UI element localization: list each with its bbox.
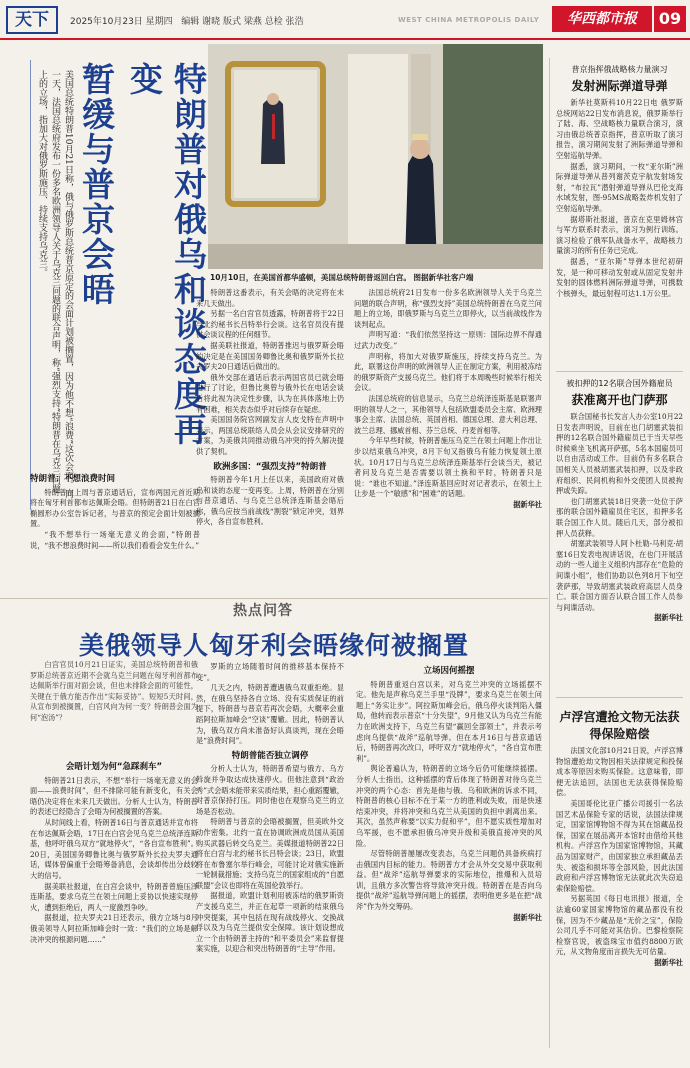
photo-caption: 10月10日，在美国首都华盛顿，美国总统特朗普返回白宫。 图据新华社客户端 (210, 273, 474, 282)
paragraph: 特朗普重返白宫以来，对乌克兰冲突的立场摇摆不定。他先是声称乌克兰手里“没牌”，要求乌克兰在领土问题上“务实让步”。阿拉斯加峰会后，俄乌停火谈判陷入僵局，他转而表示普京“十分失望”，9月他又认为乌克兰有能力在欧洲支持下，乌克兰有望“赢回全部领土”，并表示考虑向乌提供“战斧”巡航导弹。但在本月16日与普京通话后，特朗普再次改口，呼吁双方“就地停火”，“各自宣布胜利”。 (356, 679, 542, 763)
paragraph: 据报道，欧盟计划利用被冻结的俄罗斯资产支援乌克兰，并正在起草一项新的结束俄乌冲突提案，其中包括在现有战线停火、交换战俘以及为乌克兰提供安全保障。该计划设想成立一个由特朗普主持的“和平委员会”来监督提案实施，以迎合和突出特朗普的“主导”作用。 (196, 891, 344, 954)
paragraph: 罗斯的立场随着时间的推移基本保持不变”。 (196, 662, 344, 682)
paragraph: 美国国务院官网副发言人皮戈特在声明中表示，两国总统联络人员会从会议安排研究的方案，为美俄共同推动俄乌冲突的持久解决提供了契机。 (196, 415, 344, 456)
paragraph: 从时间线上看，特朗普16日与普京通话并宣布将在布达佩斯会晤，17日在白宫会见乌克兰总统泽连斯基，他呼吁俄乌双方“就地停火”，“各自宣布胜利”。20日，美国国务卿鲁比奥与俄罗斯外长拉夫罗夫通话，媒体曾偏重于会晤筹备消息，会谈却传出分歧较大的信号。 (30, 817, 198, 880)
brief-1 (556, 64, 683, 372)
qa-headline: 美俄领导人匈牙利会晤缘何被搁置 (78, 631, 469, 660)
lead-subhead-2: 欧洲多国：“强烈支持”特朗普 (213, 461, 327, 472)
brief-2-byline: 据新华社 (654, 613, 683, 623)
paragraph: 尽管特朗普屡屡改变表态，乌克兰问题仍具备疾病打击俄国内目标的能力。特朗普方才会从外交交易中获取利益。但“战斧”巡航导弹要求的实际地位，推爆和入员培训，且俄方多次警告将导致冲突升级。特朗普在是否向乌提供“战斧”巡航导弹问题上的摇摆，表明他更多是在把“战斧”作为外交筹码。 (356, 849, 542, 912)
dateline (70, 14, 304, 27)
brief-2-kicker: 被扣押的12名联合国外籍雇员 (566, 379, 673, 388)
qa-subhead-1: 会晤计划为何“急踩刹车” (65, 762, 163, 772)
paragraph: 新华社莫斯科10月22日电 俄罗斯总统网站22日发布消息说，俄罗斯举行了陆、海、空战略核力量联合演习，演习由俄总统普京指挥，普京听取了演习报告，演习期间发射了洲际弹道导弹和空射巡航导弹。 (556, 98, 683, 160)
qa-byline: 据新华社 (513, 912, 542, 922)
lead-headline (77, 62, 210, 462)
brief-1-title: 发射洲际弹道导弹 (571, 79, 668, 93)
qa-column-2 (196, 662, 344, 1048)
brief-1-kicker: 普京指挥俄战略核力量演习 (571, 65, 668, 74)
paragraph: 俄外交部在通话后表示两国官员已就会晤进行了讨论，但鲁比奥曾与俄外长在电话会谈后将此视为决定性步骤，认为在具体落地上仍有困难，相关表态似乎对后续存在疑虑。 (196, 372, 344, 414)
lead-headline-line2: 暂缓与普京会晤 (77, 62, 116, 307)
page-number: 09 (654, 6, 686, 32)
lead-headline-line1: 特朗普对俄乌和谈态度再变 (125, 62, 208, 447)
paragraph: 分析人士认为，特朗普希望与俄方、乌方斡旋并争取达成快速停火。但他注意到“政治秀”式会晤未能带来实质结果，担心重蹈覆辙，对普京保持打压。同时他也在观察乌克兰的立场是否松动。 (196, 764, 344, 816)
paragraph: 特朗普这番表示，有关会晤的决定将在未来几天做出。 (196, 288, 344, 308)
lead-photo (208, 44, 543, 269)
paragraph: 法国总统府的信息显示，乌克兰总统泽连斯基是联署声明的领导人之一，其他领导人包括欧盟委员会主席、欧洲理事会主席、法国总统、英国首相、德国总理、意大利总理、波兰总理、挪威首相、芬兰总统、丹麦首相等。 (354, 393, 542, 435)
paper-logo: 华西都市报 (552, 6, 652, 32)
qa-column-3 (356, 662, 542, 1048)
brief-2-title: 获准离开也门萨那 (571, 393, 668, 407)
staff-credits: 编辑 谢晓 版式 梁燕 总检 张浩 (181, 17, 304, 27)
paragraph: 特朗普在上周与普京通话后，宣布两国元首近期将在匈牙利首都布达佩斯会晤。但特朗普21日在白宫椭圆形办公室告诉记者，与普京的预定会面计划被搁置。 (30, 487, 200, 529)
qa-column-1 (30, 758, 198, 1048)
paragraph: 美国哥伦比亚广播公司援引一名法国艺术品保险专家的话说，法国法律规定，国家馆博物馆不得为其在馆藏品投保，国家在展品离开本馆时由借给其他机构。卢浮宫作为国家馆博物馆，其藏品为国家财产，由国家独立承担藏品丢失、被盗和损坏等全部风险，因此法国政府和卢浮宫博物馆无法就此次失窃追索保险赔偿。 (556, 798, 683, 893)
qa-kicker: 热点问答 (233, 603, 293, 619)
lead-column-2 (196, 288, 344, 588)
qa-subhead-2: 特朗普能否独立调停 (231, 750, 309, 761)
paragraph: 特朗普21日表示，不想“举行一场毫无意义的会面——浪费时间”，但不排除可能有新变化，有关会晤仍决定将在未来几天做出。分析人士认为，特朗普的表述已经隐含了会晤为何被搁置的答案。 (30, 775, 198, 817)
paragraph: 据塔斯社报道，普京在克里姆林宫与军方联系时表示，演习为例行训练。演习检验了俄军队战备水平，战略核力量演习的所有任务已完成。 (556, 214, 683, 256)
paragraph: 法国文化部10月21日说，卢浮宫博物馆遭抢劫文物因相关法律规定和投保成本等原因未购买保险。这意味着，即便无法追回，法国也无法获得保险赔偿。 (556, 746, 683, 798)
paragraph: 联合国秘书长发言人办公室10月22日发表声明说，目前在也门胡塞武装扣押的12名联合国外籍雇员已于当天早些时候乘坐飞机离开萨那，5名本国雇员可以自由活动或工作。目前仍有多名联合国相关人员被胡塞武装扣押，以及非政府组织、民间机构和外交使团人员被拘押或失踪。 (556, 412, 683, 496)
qa-deck-text: 白宫官员10月21日证实，美国总统特朗普和俄罗斯总统普京近期不会就乌克兰问题在匈牙利首都布达佩斯举行面对面会谈，但也未排除会面的可能性，关键在于俄方能否作出“实际妥协”。短短5天时间，从宣布到被搁置，白宫风向为何一变？特朗普会面为何“泡汤”？ (30, 660, 198, 722)
paragraph: 特朗普与普京的会晤被搁置，但美欧外交动作密集。北约一直在协调欧洲成员国从美国购买武器后转交乌克兰。美媒报道特朗普22日将在白宫与北约秘书长吕特会谈；23日，欧盟将在布鲁塞尔举行峰会，可能讨论对俄实施新一轮制裁措施；支持乌克兰的国家组成的“自愿联盟”会议也即将在英国伦敦举行。 (196, 817, 344, 890)
paragraph: 几天之内，特朗普遭遇俄乌双重拒绝。显然，在俄乌坚持各自立场、没有实质保证的前提下，特朗普与普京若再次会晤，大概率会重蹈阿拉斯加峰会“空谈”覆辙。因此，特朗普认为，俄乌双方尚未准备好认真谈判，现在会晤是“浪费时间”。 (196, 683, 344, 746)
lead-subhead-1: 特朗普：不想浪费时间 (30, 474, 116, 484)
brief-3-byline: 据新华社 (654, 957, 683, 967)
paragraph: 据报道，拉夫罗夫21日还表示，俄方立场与8月俄美领导人阿拉斯加峰会时一致：“我们的立场是解决冲突的根源问题……” (30, 913, 198, 944)
paragraph: 今年早些时候，特朗普施压乌克兰在领土问题上作出让步以结束俄乌冲突，8月下旬又指俄乌有能力恢复领土原状。10月17日与乌克兰总统泽连斯基举行会谈当天，被记者问及乌克兰是否需要以领土换和平时，特朗普只是说：“谁也不知道。”泽连斯基回应时对记者表示，在领土上让步是一个“敏感”和“困难”的话题。 (354, 436, 542, 499)
paragraph: 据悉，“亚尔斯”导弹本世纪初研发，是一种可移动发射或从固定发射井发射的固体燃料洲际弹道导弹，可携数个核弹头，最远射程可达1.1万公里。 (556, 256, 683, 298)
brief-3 (556, 708, 683, 1068)
lead-column-3 (354, 288, 542, 588)
paragraph: 胡塞武装领导人阿卜杜勒-马利克·胡塞16日发表电视讲话说，在也门开展活动的一些人道主义组织内部存在“危险的间谍小组”，他们协助以色列8月下旬空袭萨那，导致胡塞武装政府高层人员身亡。联合国方面否认联合国工作人员参与间谍活动。 (556, 539, 683, 612)
section-label: 天下 (6, 6, 58, 34)
qa-subhead-3: 立场因何摇摆 (423, 666, 475, 676)
paper-english-name: WEST CHINA METROPOLIS DAILY (398, 16, 540, 24)
paragraph: “我不想举行一场毫无意义的会面，”特朗普说，“我不想浪费时间——所以我们看看会发生什么。” (30, 529, 200, 550)
paragraph: 特朗普今年1月上任以来，美国政府对俄乌和谈的态度一变再变。上周，特朗普在分别与普京通话、与乌克兰总统泽连斯基会晤后称，俄乌应按当前战线“割裂”锁定冲突，划界停火，各自宣布胜利。 (196, 475, 344, 527)
brief-3-title: 卢浮宫遭抢文物无法获得保险赔偿 (559, 710, 680, 741)
paragraph: 声明称，将加大对俄罗斯施压，持续支持乌克兰。为此，联署这份声明的欧洲领导人正在制定方案，利用被冻结的俄罗斯资产支援乌克兰。他们将于本周晚些时候举行相关会议。 (354, 351, 542, 393)
paragraph: 据悉，演习期间，一枚“亚尔斯”洲际弹道导弹从普列谢茨克宇航发射场发射，“布拉瓦”潜射弹道导弹从巴伦支海水域发射，图-95MS战略轰炸机发射了空射巡航导弹。 (556, 161, 683, 213)
paragraph: 据美联社报道，特朗普推迟与俄罗斯会晤的决定是在美国国务卿鲁比奥和俄罗斯外长拉夫罗夫20日通话后做出的。 (196, 340, 344, 372)
lead-column-1 (30, 470, 200, 580)
right-column (549, 58, 683, 1048)
brief-2 (556, 378, 683, 698)
paragraph: 另据一名白宫官员透露，特朗普将于22日与北约秘书长吕特举行会谈。这名官员没有提供会谈议程的任何细节。 (196, 309, 344, 340)
paragraph: 另据英国《每日电讯报》报道，全法逾60家国家博物馆的藏品都没有投保，因为不少藏品是“无价之宝”，保险公司几乎不可能对其估价。巴黎检察院检察官说，被盗珠宝市值约8800万欧元，从文物角度而言损失无可估量。 (556, 894, 683, 957)
paragraph: 法国总统府21日发布一份多名欧洲领导人关于乌克兰问题的联合声明，称“强烈支持”美国总统特朗普在乌克兰问题上的立场，即俄罗斯与乌克兰立即停火，以当前战线作为谈判起点。 (354, 288, 542, 329)
paragraph: 舆论普遍认为，特朗普的立场今后仍可能继续摇摆。分析人士指出，这种摇摆的背后体现了特朗普对待乌克兰冲突的两个心态：首先是他与俄、乌和欧洲的诉求不同，特朗普的核心目标不在于某一方的胜利或失败，而是快速结束冲突，并将冲突和乌克兰从美国的负担中剥离出来。其次，虽然声称要“以实力促和平”，但不愿实质性增加对乌军援，也不愿承担俄乌冲突升级和美俄直接冲突的风险。 (356, 764, 542, 848)
lead-byline: 据新华社 (513, 499, 542, 509)
lead-deck-text: 美国总统特朗普10月21日称，俄与俄罗斯总统普京原定的会面计划被搁置，因为他不想“浪费”这次会面。同一天，法国总统府发布一份多名欧洲领导人关于乌克兰问题的联合声明，称“强烈支持”特朗普在乌克兰问题上的立场，指加大对俄罗斯施压、持续支持乌克兰。 (37, 70, 73, 499)
paragraph: 据美联社报道，在白宫会谈中，特朗普曾施压泽连斯基，要求乌克兰在领土问题上妥协以快速实现停火，遭到拒绝后，两人一度激烈争吵。 (30, 881, 198, 912)
paragraph: 声明写道：“我们依然坚持这一原则：国际边界不得通过武力改变。” (354, 330, 542, 350)
qa-deck (30, 660, 198, 760)
date: 2025年10月23日 星期四 (70, 17, 173, 27)
paragraph: 也门胡塞武装18日突袭一处位于萨那的联合国外籍雇员住宅区，扣押多名联合国工作人员。随后几天，部分被扣押人员获释。 (556, 496, 683, 538)
